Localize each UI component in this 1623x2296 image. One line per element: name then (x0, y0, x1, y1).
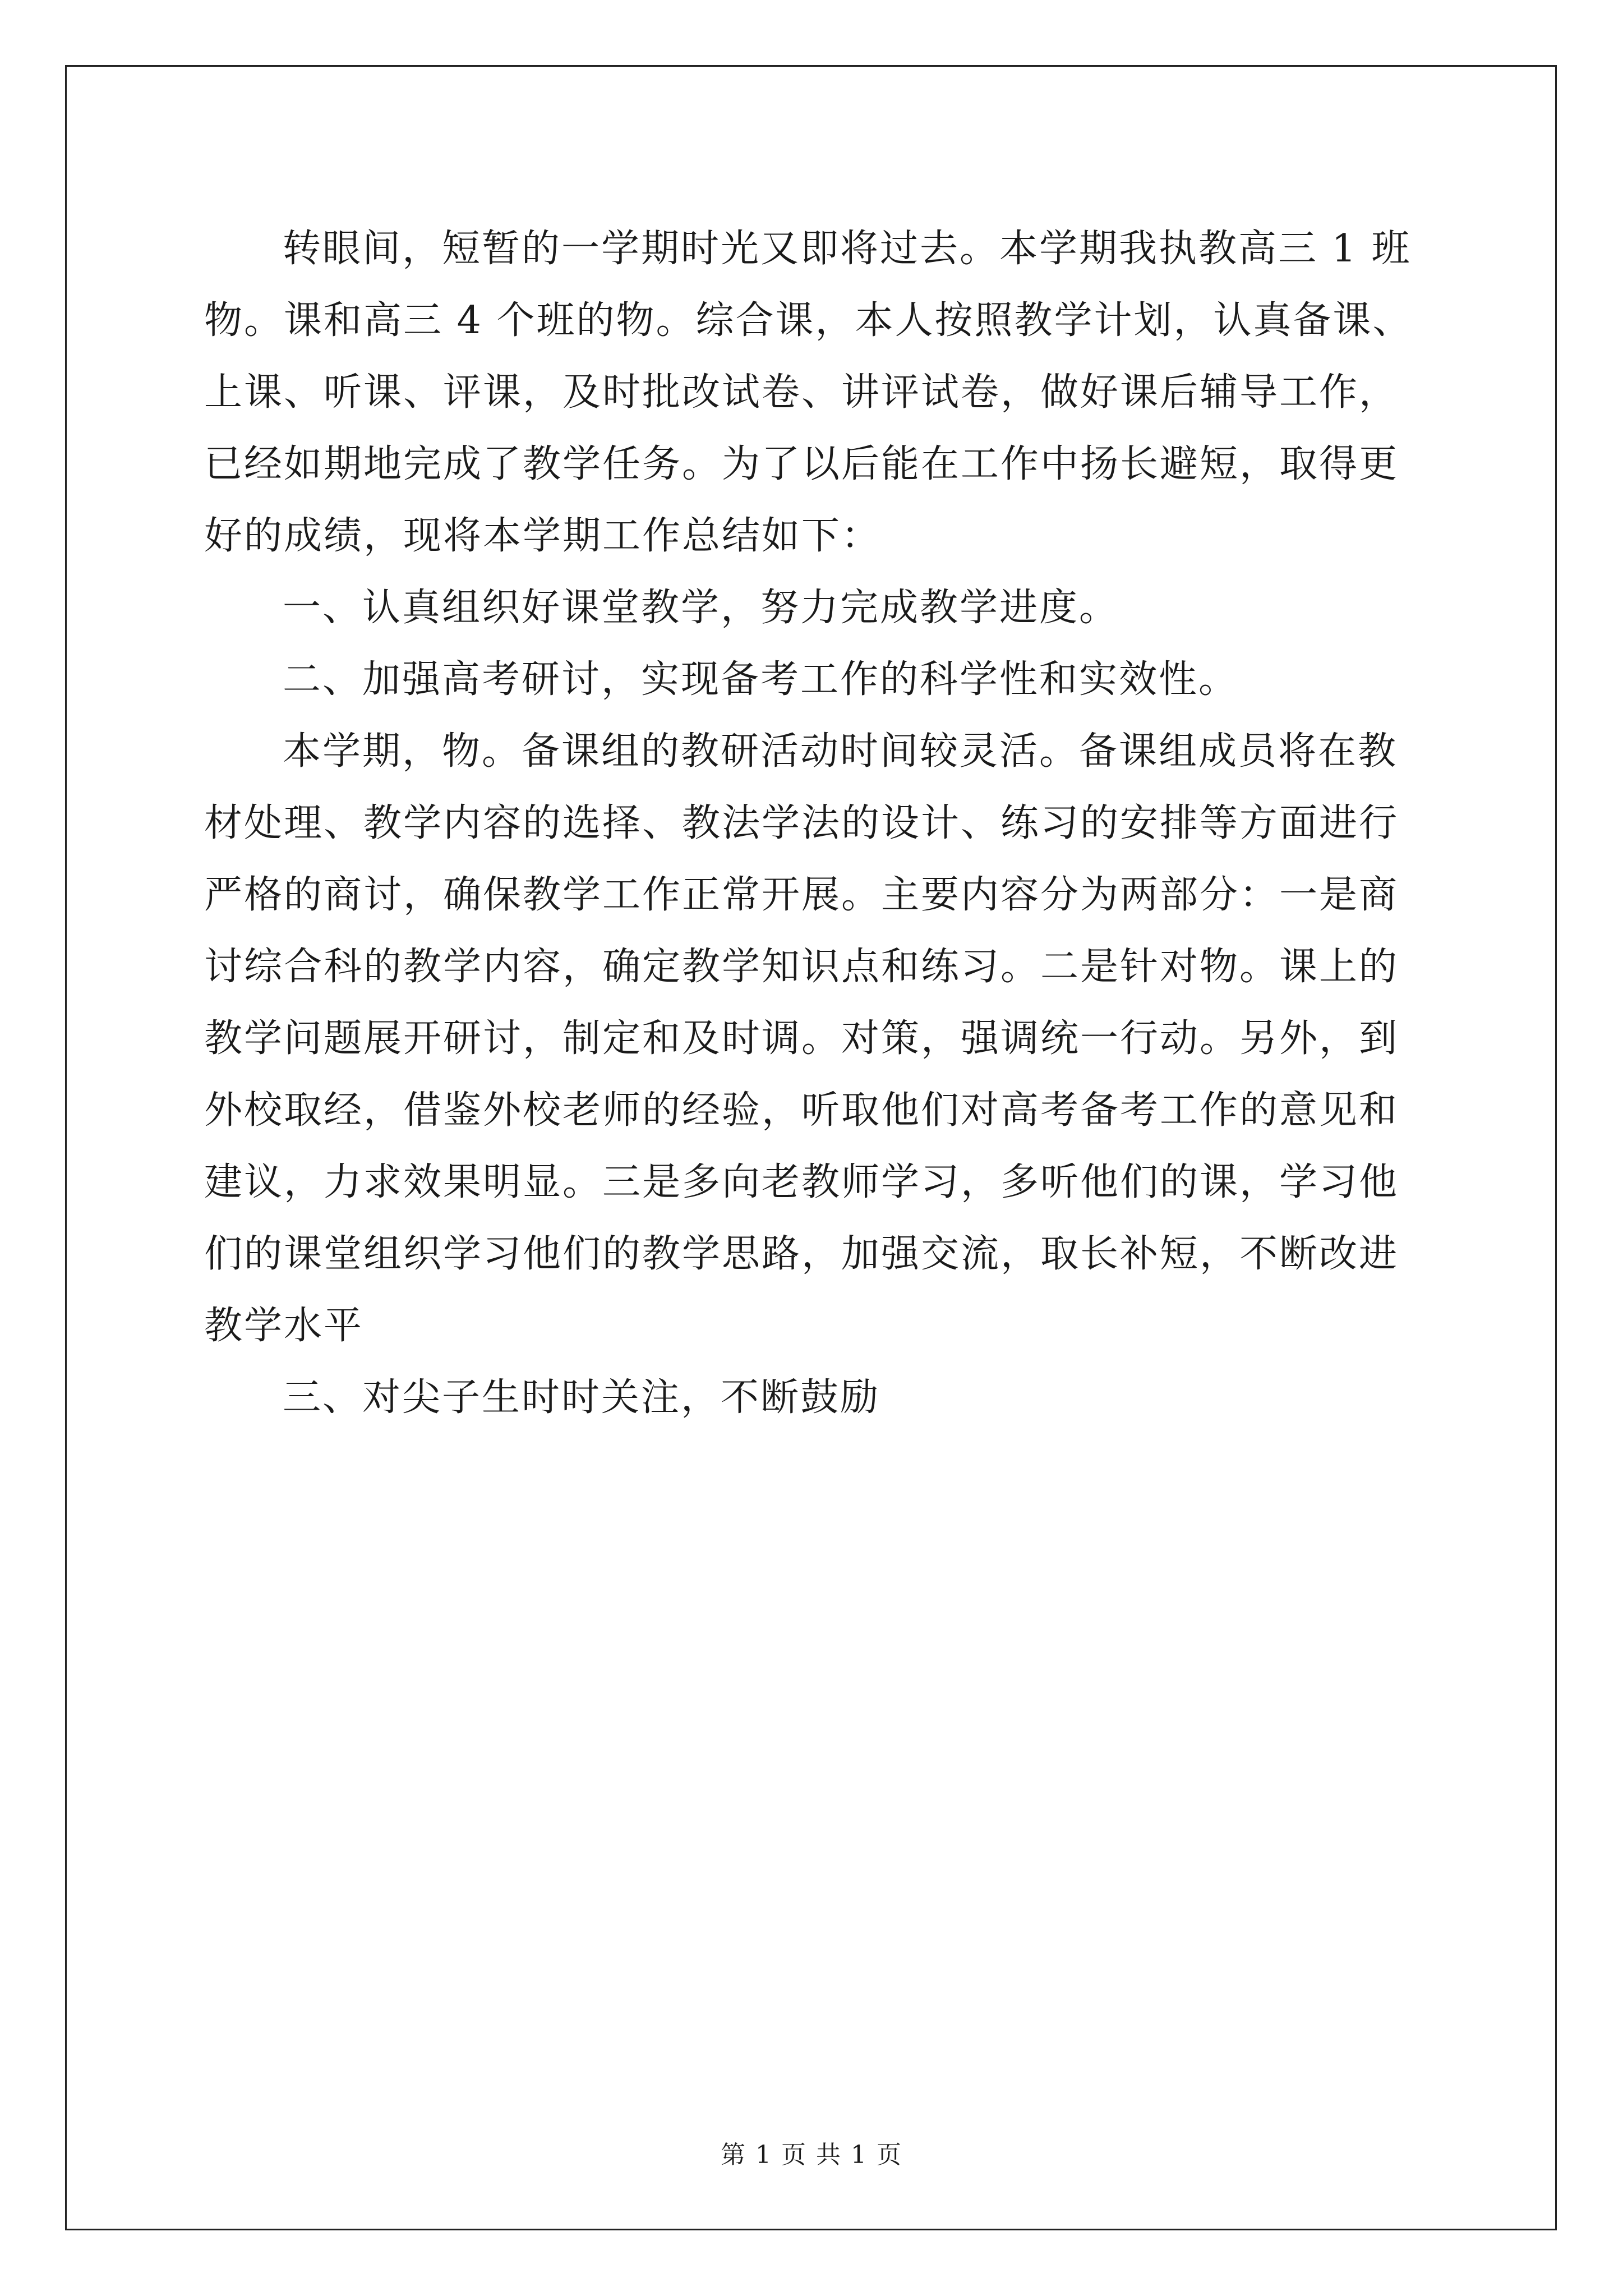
paragraph-1-line-2: 物。课和高三 4 个班的物。综合课，本人按照教学计划，认真备课、 (204, 298, 1413, 343)
page-number-footer: 第 1 页 共 1 页 (721, 2141, 902, 2169)
paragraph-1-line-5: 好的成绩，现将本学期工作总结如下： (204, 514, 882, 558)
paragraph-1-line-1: 转眼间，短暂的一学期时光又即将过去。本学期我执教高三 1 班 (283, 227, 1412, 271)
heading-3: 三、对尖子生时时关注，不断鼓励 (283, 1375, 880, 1420)
paragraph-2-line-7: 建议，力求效果明显。三是多向老教师学习，多听他们的课，学习他 (204, 1160, 1399, 1204)
paragraph-1-line-3: 上课、听课、评课，及时批改试卷、讲评试卷，做好课后辅导工作， (204, 370, 1399, 415)
document-body (204, 213, 1444, 1434)
paragraph-2-line-1: 本学期，物。备课组的教研活动时间较灵活。备课组成员将在教 (283, 729, 1398, 774)
paragraph-2-line-6: 外校取经，借鉴外校老师的经验，听取他们对高考备考工作的意见和 (204, 1088, 1399, 1133)
paragraph-2-line-8: 们的课堂组织学习他们的教学思路，加强交流，取长补短，不断改进 (204, 1232, 1399, 1276)
paragraph-2-line-4: 讨综合科的教学内容，确定教学知识点和练习。二是针对物。课上的 (204, 945, 1399, 989)
heading-2: 二、加强高考研讨，实现备考工作的科学性和实效性。 (283, 657, 1239, 702)
heading-1: 一、认真组织好课堂教学，努力完成教学进度。 (283, 586, 1119, 630)
paragraph-1-line-4: 已经如期地完成了教学任务。为了以后能在工作中扬长避短，取得更 (204, 442, 1399, 486)
paragraph-2-line-9: 教学水平 (204, 1304, 364, 1348)
paragraph-2-line-3: 严格的商讨，确保教学工作正常开展。主要内容分为两部分：一是商 (204, 873, 1399, 917)
paragraph-2-line-2: 材处理、教学内容的选择、教法学法的设计、练习的安排等方面进行 (204, 801, 1399, 845)
paragraph-2-line-5: 教学问题展开研讨，制定和及时调。对策，强调统一行动。另外，到 (204, 1016, 1399, 1061)
